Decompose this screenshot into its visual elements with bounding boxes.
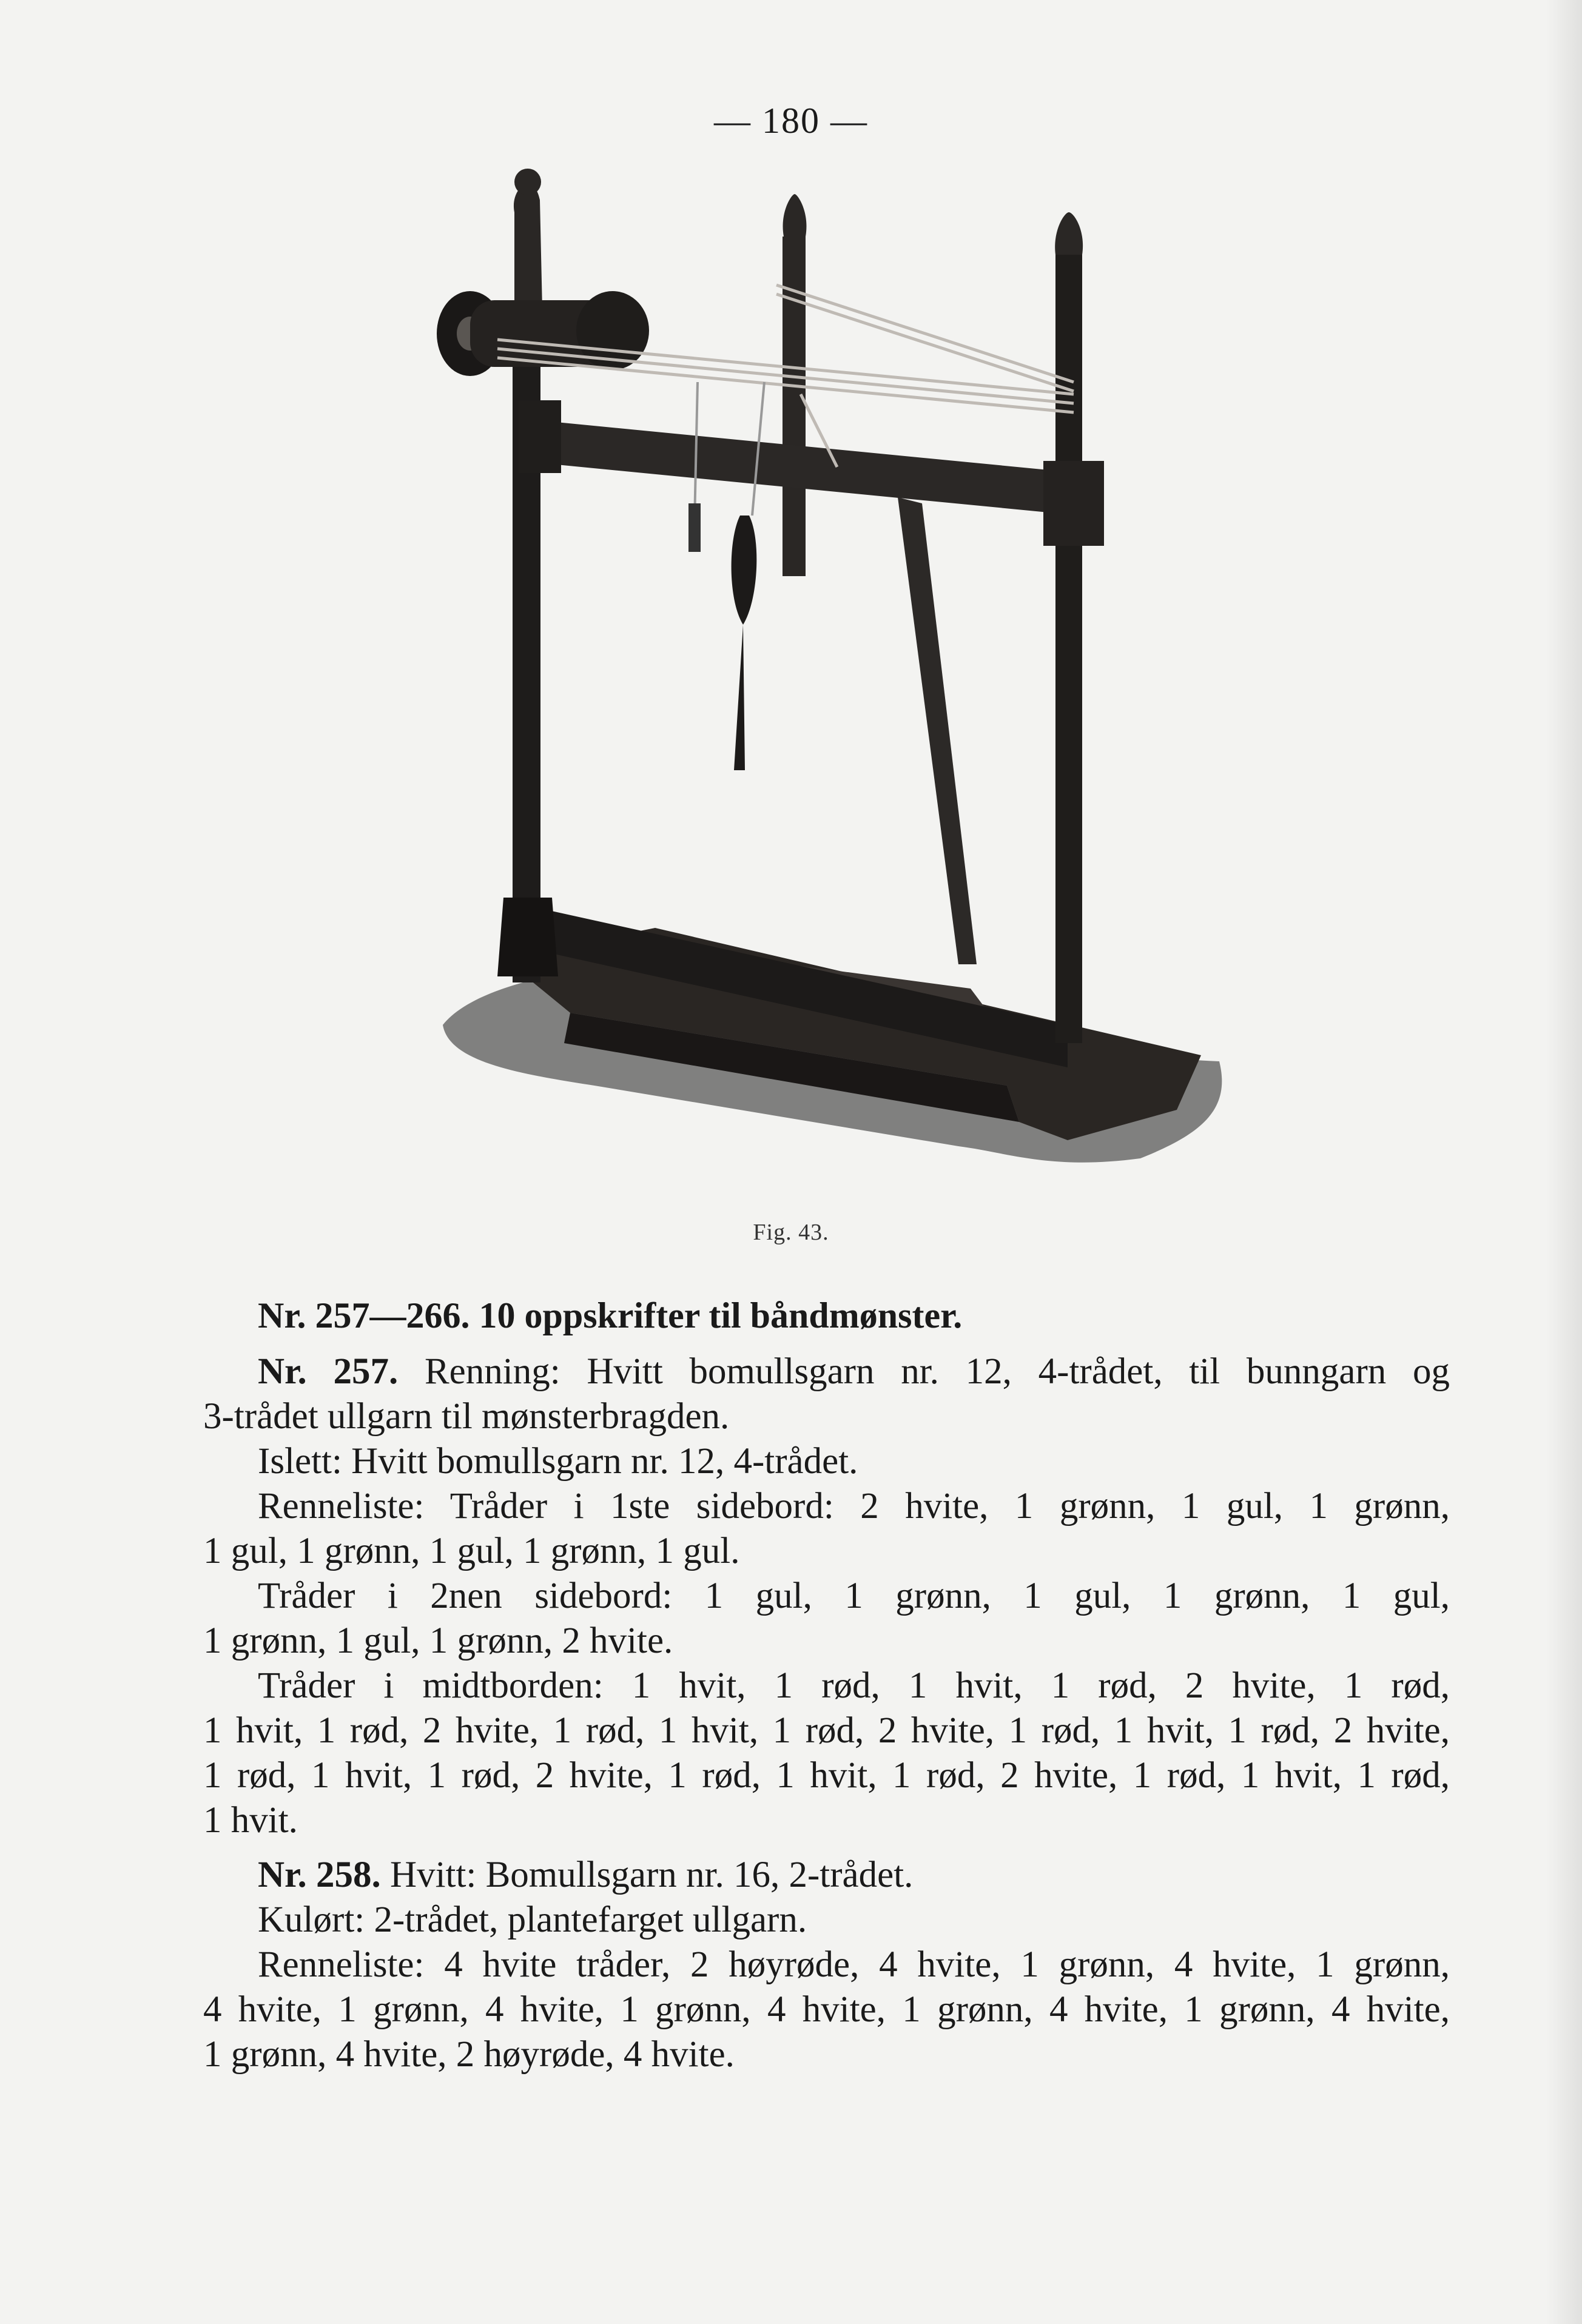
text-line: 1 grønn, 1 gul, 1 grønn, 2 hvite. [203,1620,673,1661]
text-line: 3-trådet ullgarn til mønsterbragden. [203,1396,730,1437]
page-edge-shadow [1546,0,1582,2324]
section-heading: Nr. 257—266. 10 oppskrifter til båndmønster. [258,1295,963,1335]
text-line: Kulørt: 2-trådet, plantefarget ullgarn. [258,1899,807,1940]
text-line: Renning: Hvitt bomullsgarn nr. 12, 4-trådet, til bunngarn og [425,1351,1450,1392]
text-line: Renneliste: Tråder i 1ste sidebord: 2 hvite, 1 grønn, 1 gul, 1 grønn, [258,1486,1450,1526]
recipe-258-line-1 [203,1853,1450,1898]
figure-caption: Fig. 43. [753,1220,829,1245]
text-line: Tråder i 2nen sidebord: 1 gul, 1 grønn, 1 gul, 1 grønn, 1 gul, [258,1576,1450,1616]
recipe-257-label: Nr. 257. [258,1351,399,1392]
band-loom-icon [412,164,1244,1195]
page-number: — 180 — [714,101,868,141]
text-line: 1 hvit. [203,1800,298,1841]
text-line: 1 gul, 1 grønn, 1 gul, 1 grønn, 1 gul. [203,1531,740,1571]
text-line: 4 hvite, 1 grønn, 4 hvite, 1 grønn, 4 hvite, 1 grønn, 4 hvite, 1 grønn, 4 hvite, [203,1989,1450,2030]
text-line: Tråder i midtborden: 1 hvit, 1 rød, 1 hvit, 1 rød, 2 hvite, 1 rød, [258,1665,1450,1706]
text-line: 1 hvit, 1 rød, 2 hvite, 1 rød, 1 hvit, 1 rød, 2 hvite, 1 rød, 1 hvit, 1 rød, 2 hvite, [203,1710,1450,1751]
text-line: 1 rød, 1 hvit, 1 rød, 2 hvite, 1 rød, 1 hvit, 1 rød, 2 hvite, 1 rød, 1 hvit, 1 rød, [203,1755,1450,1796]
recipe-257 [203,1349,1450,1843]
text-line: Islett: Hvitt bomullsgarn nr. 12, 4-trådet. [258,1441,858,1482]
text-line: Hvitt: Bomullsgarn nr. 16, 2-trådet. [390,1855,914,1895]
recipe-258-label: Nr. 258. [258,1855,381,1895]
recipe-258 [203,1853,1450,2077]
text-line: Renneliste: 4 hvite tråder, 2 høyrøde, 4 hvite, 1 grønn, 4 hvite, 1 grønn, [258,1944,1450,1985]
recipe-257-line-1 [203,1349,1450,1394]
text-line: 1 grønn, 4 hvite, 2 høyrøde, 4 hvite. [203,2034,735,2075]
band-loom-figure [412,164,1244,1195]
